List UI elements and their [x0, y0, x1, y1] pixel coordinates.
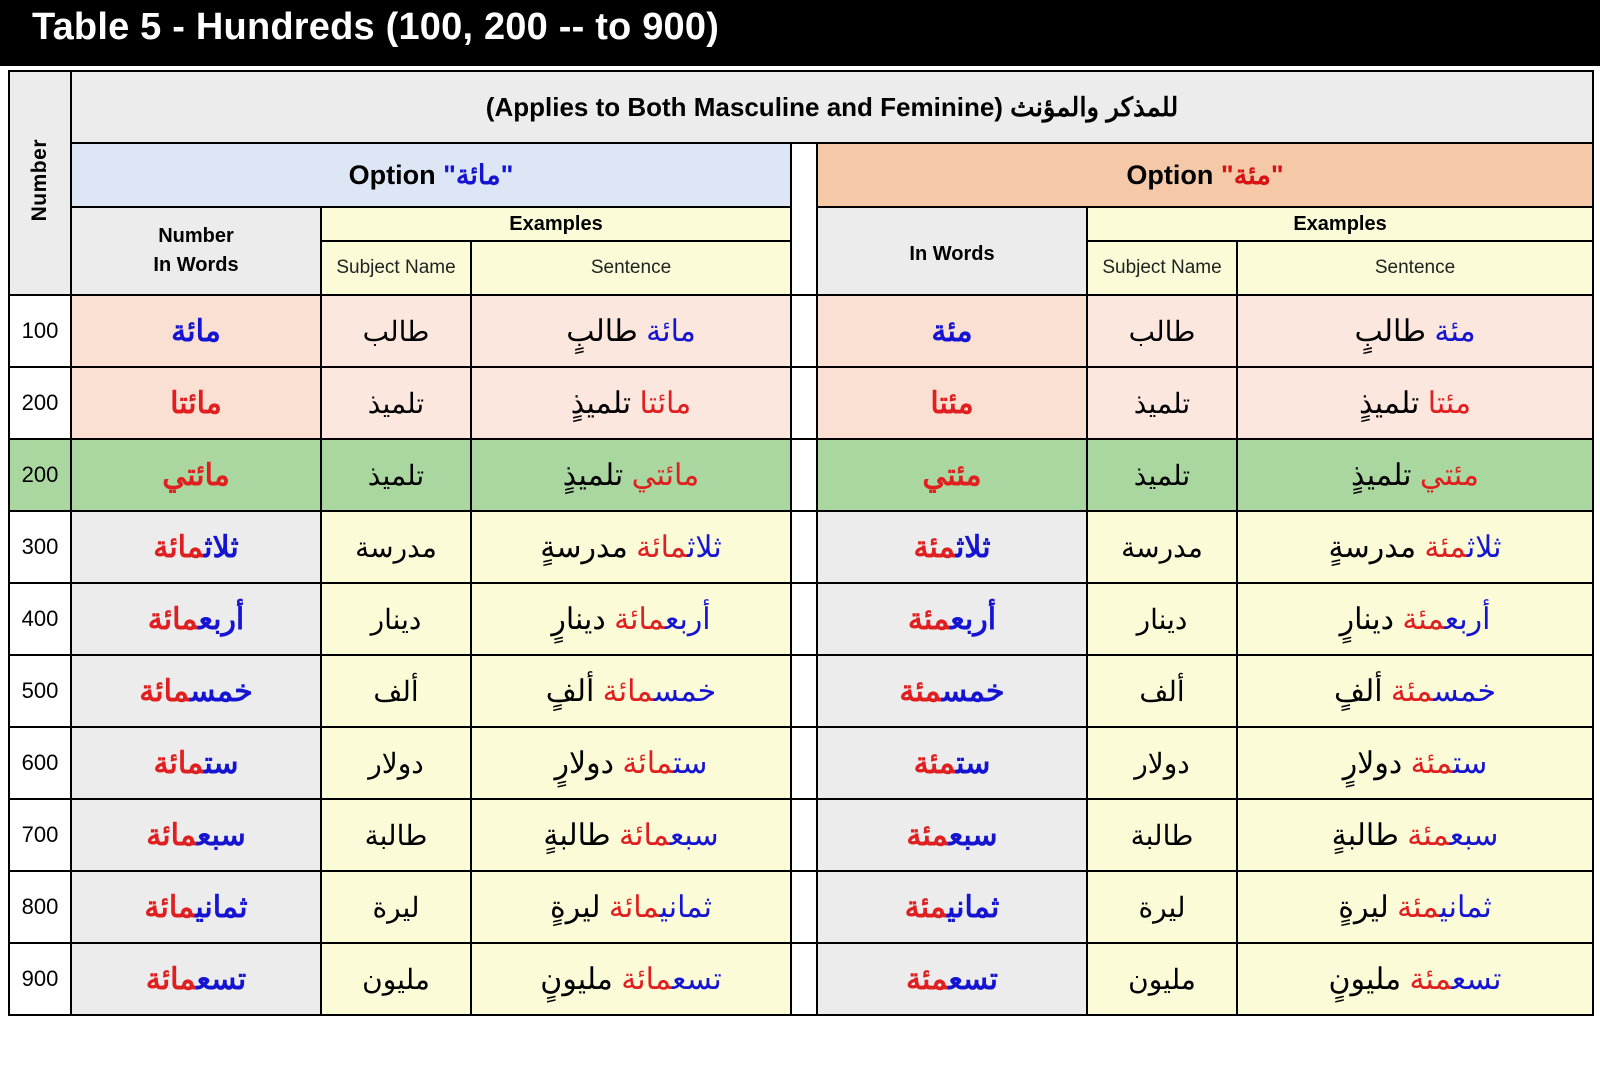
sentence-number: مئتي — [1419, 458, 1479, 492]
words-prefix: سبع — [948, 818, 998, 852]
sentence-rest: ليرةٍ — [1338, 890, 1398, 924]
option-right-prefix: Option — [1126, 159, 1214, 190]
sentence-number: مائتي — [631, 458, 700, 492]
table-row — [9, 367, 1593, 439]
left-sentence-cell — [471, 799, 791, 871]
left-words-cell — [71, 871, 321, 943]
right-subject-name-header — [1087, 241, 1237, 295]
words-prefix: خمس — [190, 674, 253, 708]
words-suffix: مائة — [147, 602, 199, 636]
sentence-number-suffix: مئة — [1409, 962, 1452, 996]
words-prefix: ثماني — [947, 890, 1000, 924]
number-column-header — [9, 71, 71, 295]
left-words-cell — [71, 295, 321, 367]
words-text: مئتا — [930, 386, 974, 420]
right-subject-cell: تلميذ — [1087, 367, 1237, 439]
sentence-number-prefix: أربع — [665, 602, 711, 636]
left-subject-cell: ليرة — [321, 871, 471, 943]
words-prefix: ثماني — [195, 890, 248, 924]
sentence-rest: طالبٍ — [566, 314, 647, 348]
left-words-cell — [71, 799, 321, 871]
words-text: مئة — [931, 314, 973, 348]
left-subject-name-header — [321, 241, 471, 295]
left-subject-cell: تلميذ — [321, 367, 471, 439]
sentence-rest: مليونٍ — [1328, 962, 1410, 996]
left-words-cell — [71, 439, 321, 511]
row-number: 400 — [9, 583, 71, 655]
left-subject-cell: طالبة — [321, 799, 471, 871]
left-subject-cell: دينار — [321, 583, 471, 655]
table-row — [9, 439, 1593, 511]
row-number: 100 — [9, 295, 71, 367]
sentence-rest: دينارٍ — [551, 602, 615, 636]
words-prefix: تسع — [196, 962, 247, 996]
row-number: 500 — [9, 655, 71, 727]
right-sentence-cell — [1237, 727, 1593, 799]
sentence-number-suffix: مئة — [1424, 530, 1467, 564]
left-sentence-cell — [471, 439, 791, 511]
sentence-rest: تلميذٍ — [1358, 386, 1428, 420]
right-subject-cell: طالبة — [1087, 799, 1237, 871]
left-words-cell — [71, 655, 321, 727]
words-suffix: مائة — [144, 890, 196, 924]
table-row — [9, 511, 1593, 583]
sentence-number-prefix: ثماني — [1439, 890, 1492, 924]
words-prefix: سبع — [197, 818, 246, 852]
left-sentence-cell — [471, 655, 791, 727]
right-name-label: Name — [1170, 257, 1222, 278]
row-number: 600 — [9, 727, 71, 799]
table-row — [9, 655, 1593, 727]
row-number: 300 — [9, 511, 71, 583]
left-subject-label: Subject — [336, 257, 400, 278]
right-sentence-cell — [1237, 871, 1593, 943]
right-words-cell — [817, 799, 1087, 871]
left-words-cell — [71, 583, 321, 655]
right-sentence-cell — [1237, 655, 1593, 727]
sentence-number-suffix: مئة — [1390, 674, 1434, 708]
words-suffix: مئة — [907, 602, 951, 636]
left-subject-cell: طالب — [321, 295, 471, 367]
words-text: مئتي — [922, 458, 982, 492]
right-number-in-words-header — [817, 207, 1087, 295]
sentence-number: مئتا — [1427, 386, 1472, 420]
right-in-words-label: In Words — [909, 242, 995, 265]
table-row — [9, 295, 1593, 367]
table-header — [9, 71, 1593, 295]
sentence-number: مئة — [1434, 314, 1476, 348]
sentence-number-prefix: سبع — [1449, 818, 1499, 852]
table-container — [0, 66, 1600, 1016]
option-left-prefix: Option — [348, 159, 436, 190]
column-divider — [791, 295, 817, 367]
right-subject-cell: مدرسة — [1087, 511, 1237, 583]
sentence-number-prefix: ست — [1453, 746, 1488, 780]
left-sentence-cell — [471, 583, 791, 655]
left-subject-cell: دولار — [321, 727, 471, 799]
column-divider — [791, 871, 817, 943]
table-row — [9, 799, 1593, 871]
right-words-cell — [817, 727, 1087, 799]
option-right-word: "مئة" — [1220, 159, 1284, 190]
right-subject-cell: تلميذ — [1087, 439, 1237, 511]
sentence-rest: دولارٍ — [554, 746, 623, 780]
words-prefix: أربع — [950, 602, 997, 636]
sentence-number-prefix: ست — [673, 746, 708, 780]
right-words-cell — [817, 367, 1087, 439]
sentence-number-prefix: ثماني — [659, 890, 712, 924]
words-suffix: مائة — [145, 962, 197, 996]
words-suffix: مئة — [905, 962, 949, 996]
sentence-rest: ألفٍ — [1334, 674, 1391, 708]
right-sentence-header: Sentence — [1237, 241, 1593, 295]
words-text: مائتا — [170, 386, 222, 420]
sentence-number: مائة — [646, 314, 696, 348]
sentence-rest: طالبةٍ — [1331, 818, 1408, 852]
sentence-rest: مدرسةٍ — [540, 530, 637, 564]
left-subject-cell: مليون — [321, 943, 471, 1015]
left-number-label: Number — [158, 225, 234, 247]
column-divider — [791, 511, 817, 583]
right-words-cell — [817, 439, 1087, 511]
left-name-label: Name — [404, 257, 456, 278]
left-sentence-cell — [471, 943, 791, 1015]
words-text: مائة — [171, 314, 221, 348]
left-sentence-cell — [471, 871, 791, 943]
sentence-rest: تلميذٍ — [1351, 458, 1420, 492]
right-subject-cell: مليون — [1087, 943, 1237, 1015]
right-sentence-cell — [1237, 439, 1593, 511]
right-examples-header: Examples — [1087, 207, 1593, 241]
column-divider — [791, 583, 817, 655]
option-left-word: "مائة" — [443, 159, 514, 190]
right-sentence-cell — [1237, 511, 1593, 583]
sentence-rest: ألفٍ — [545, 674, 603, 708]
row-number: 200 — [9, 439, 71, 511]
sentence-number-suffix: مائة — [619, 818, 670, 852]
column-divider — [791, 943, 817, 1015]
column-divider — [791, 367, 817, 439]
sentence-number-suffix: مائة — [602, 674, 654, 708]
words-prefix: ست — [204, 746, 239, 780]
column-divider — [791, 439, 817, 511]
words-suffix: مئة — [913, 746, 957, 780]
words-suffix: مائة — [153, 530, 205, 564]
column-divider — [791, 727, 817, 799]
sentence-number-suffix: مئة — [1407, 818, 1450, 852]
words-suffix: مائة — [146, 818, 198, 852]
banner-applies-both: للمذكر والمؤنث (Applies to Both Masculine and Feminine) — [71, 71, 1593, 143]
right-sentence-cell — [1237, 943, 1593, 1015]
sentence-number-suffix: مائة — [636, 530, 688, 564]
sentence-number-suffix: مئة — [1410, 746, 1454, 780]
left-sentence-header: Sentence — [471, 241, 791, 295]
hundreds-table — [8, 70, 1594, 1016]
right-words-cell — [817, 583, 1087, 655]
table-row — [9, 727, 1593, 799]
table-row — [9, 871, 1593, 943]
words-prefix: أربع — [198, 602, 245, 636]
words-suffix: مئة — [904, 890, 948, 924]
left-sentence-cell — [471, 295, 791, 367]
left-examples-header: Examples — [321, 207, 791, 241]
right-subject-cell: طالب — [1087, 295, 1237, 367]
column-divider — [791, 655, 817, 727]
left-sentence-cell — [471, 367, 791, 439]
left-words-cell — [71, 727, 321, 799]
right-sentence-cell — [1237, 295, 1593, 367]
right-subject-cell: دولار — [1087, 727, 1237, 799]
words-suffix: مائة — [139, 674, 191, 708]
right-words-cell — [817, 655, 1087, 727]
sentence-number-suffix: مائة — [614, 602, 665, 636]
right-words-cell — [817, 511, 1087, 583]
column-divider — [791, 799, 817, 871]
words-suffix: مئة — [913, 530, 956, 564]
right-words-cell — [817, 295, 1087, 367]
right-sentence-cell — [1237, 799, 1593, 871]
sentence-number-prefix: أربع — [1444, 602, 1491, 636]
right-subject-cell: ليرة — [1087, 871, 1237, 943]
left-in-words-label: In Words — [153, 254, 239, 276]
words-suffix: مائة — [153, 746, 205, 780]
left-subject-cell: مدرسة — [321, 511, 471, 583]
table-row — [9, 943, 1593, 1015]
sentence-rest: ليرةٍ — [550, 890, 609, 924]
left-words-cell — [71, 943, 321, 1015]
table-row — [9, 583, 1593, 655]
right-subject-cell: ألف — [1087, 655, 1237, 727]
sentence-number-suffix: مائة — [622, 746, 674, 780]
left-sentence-cell — [471, 727, 791, 799]
sentence-number-suffix: مائة — [621, 962, 673, 996]
sentence-number-prefix: ثلاث — [1466, 530, 1502, 564]
words-prefix: ست — [956, 746, 991, 780]
sentence-number-prefix: سبع — [669, 818, 719, 852]
sentence-number-prefix: خمس — [1433, 674, 1497, 708]
option-miah-header — [817, 143, 1593, 207]
sentence-number-prefix: خمس — [653, 674, 717, 708]
words-prefix: تسع — [948, 962, 999, 996]
words-prefix: ثلاث — [204, 530, 239, 564]
words-suffix: مئة — [906, 818, 949, 852]
sentence-rest: دينارٍ — [1339, 602, 1403, 636]
sentence-rest: تلميذٍ — [562, 458, 632, 492]
words-prefix: خمس — [941, 674, 1005, 708]
sentence-number-suffix: مئة — [1397, 890, 1440, 924]
sentence-rest: مدرسةٍ — [1328, 530, 1425, 564]
row-number: 200 — [9, 367, 71, 439]
table-body — [9, 295, 1593, 1015]
option-maaah-header — [71, 143, 791, 207]
sentence-number-suffix: مائة — [608, 890, 660, 924]
right-sentence-cell — [1237, 367, 1593, 439]
row-number: 800 — [9, 871, 71, 943]
left-words-cell — [71, 511, 321, 583]
right-words-cell — [817, 943, 1087, 1015]
left-subject-cell: ألف — [321, 655, 471, 727]
sentence-rest: طالبةٍ — [543, 818, 620, 852]
right-subject-cell: دينار — [1087, 583, 1237, 655]
left-sentence-cell — [471, 511, 791, 583]
right-words-cell — [817, 871, 1087, 943]
page-title: Table 5 - Hundreds (100, 200 -- to 900) — [0, 0, 1600, 66]
sentence-number-prefix: تسع — [1451, 962, 1502, 996]
sentence-rest: تلميذٍ — [570, 386, 640, 420]
words-text: مائتي — [162, 458, 230, 492]
left-words-cell — [71, 367, 321, 439]
words-prefix: ثلاث — [955, 530, 991, 564]
left-number-in-words-header — [71, 207, 321, 295]
row-number: 700 — [9, 799, 71, 871]
sentence-rest: مليونٍ — [540, 962, 622, 996]
sentence-rest: دولارٍ — [1342, 746, 1411, 780]
right-subject-label: Subject — [1102, 257, 1166, 278]
column-divider — [791, 143, 817, 295]
sentence-number-prefix: تسع — [672, 962, 722, 996]
sentence-number: مائتا — [639, 386, 692, 420]
right-sentence-cell — [1237, 583, 1593, 655]
words-suffix: مئة — [899, 674, 942, 708]
sentence-number-suffix: مئة — [1402, 602, 1445, 636]
row-number: 900 — [9, 943, 71, 1015]
number-column-label: Number — [28, 139, 51, 222]
left-subject-cell: تلميذ — [321, 439, 471, 511]
sentence-rest: طالبٍ — [1354, 314, 1435, 348]
sentence-number-prefix: ثلاث — [687, 530, 722, 564]
